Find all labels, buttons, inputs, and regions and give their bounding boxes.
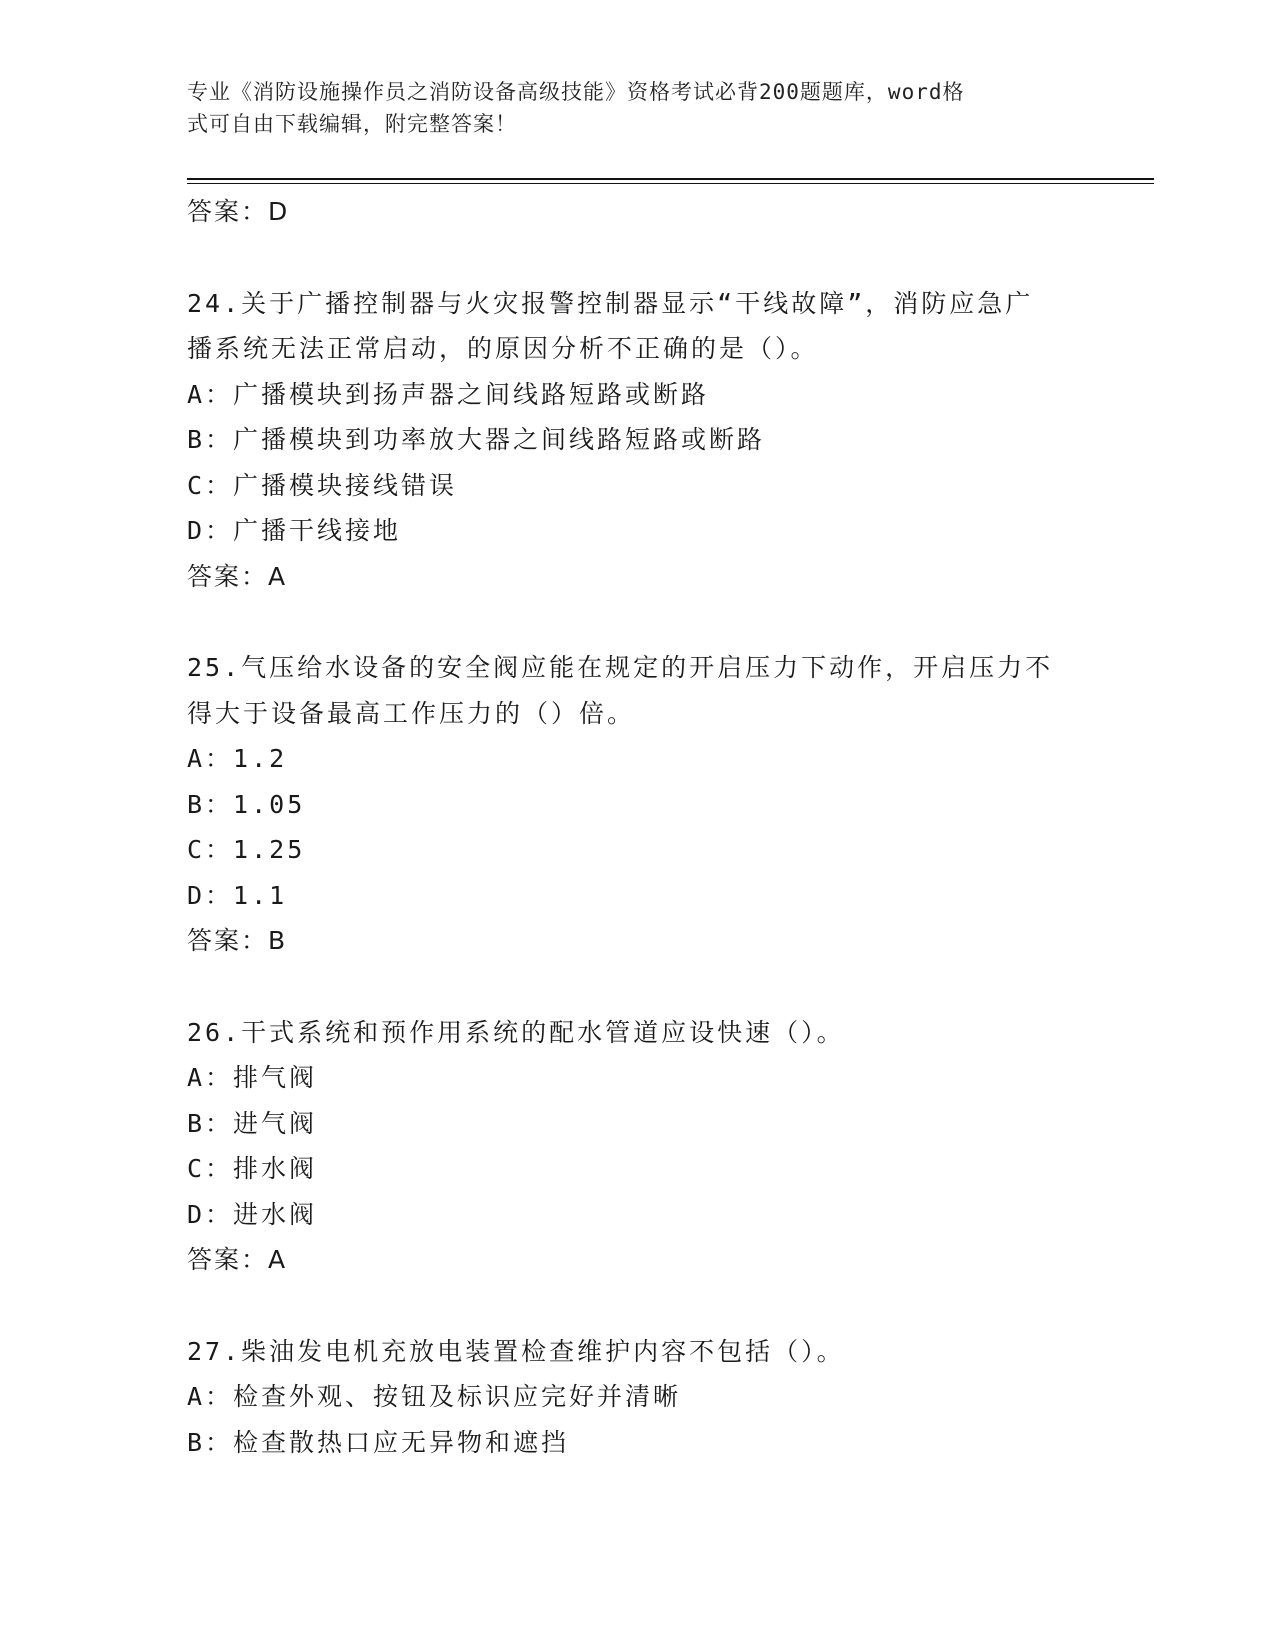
option-b: B：广播模块到功率放大器之间线路短路或断路 (187, 425, 766, 454)
previous-answer: 答案：D (187, 197, 290, 226)
option-c: C：广播模块接线错误 (187, 470, 458, 500)
question-stem: 26.干式系统和预作用系统的配水管道应设快速（）。 (187, 1017, 845, 1047)
question-item (187, 1010, 1087, 1283)
option-d: D：1.1 (187, 880, 288, 910)
option-b: B：进气阀 (187, 1108, 318, 1138)
question-stem: 25.气压给水设备的安全阀应能在规定的开启压力下动作，开启压力不 (187, 653, 1054, 682)
question-stem: 24.关于广播控制器与火灾报警控制器显示“干线故障”，消防应急广 (187, 288, 1034, 318)
option-d: D：广播干线接地 (187, 516, 402, 545)
option-c: C：1.25 (187, 835, 306, 864)
question-answer: 答案：A (187, 1245, 288, 1274)
header-line-1: 专业《消防设施操作员之消防设备高级技能》资格考试必背200题题库，word格 (187, 80, 965, 104)
question-stem: 播系统无法正常启动，的原因分析不正确的是（）。 (187, 334, 819, 363)
spacer (187, 1283, 1087, 1329)
document-header (187, 76, 1087, 140)
question-stem: 得大于设备最高工作压力的（）倍。 (187, 698, 636, 728)
question-stem: 27.柴油发电机充放电装置检查维护内容不包括（）。 (187, 1336, 845, 1366)
header-divider-thin (187, 183, 1154, 184)
option-d: D：进水阀 (187, 1199, 318, 1229)
option-a: A：广播模块到扬声器之间线路短路或断路 (187, 379, 710, 409)
spacer (187, 599, 1087, 645)
question-item (187, 1329, 1087, 1466)
option-a: A：检查外观、按钮及标识应完好并清晰 (187, 1382, 682, 1411)
spacer (187, 964, 1087, 1010)
option-b: B：1.05 (187, 789, 306, 819)
header-line-2: 式可自由下载编辑，附完整答案！ (187, 112, 517, 136)
option-b: B：检查散热口应无异物和遮挡 (187, 1427, 570, 1457)
question-item (187, 645, 1087, 964)
question-answer: 答案：A (187, 561, 288, 591)
question-list (187, 189, 1087, 1465)
question-item (187, 281, 1087, 600)
header-divider-thick (187, 178, 1154, 180)
spacer (187, 235, 1087, 281)
question-answer: 答案：B (187, 926, 288, 955)
option-a: A：排气阀 (187, 1063, 318, 1092)
option-c: C：排水阀 (187, 1154, 318, 1183)
option-a: A：1.2 (187, 744, 288, 773)
